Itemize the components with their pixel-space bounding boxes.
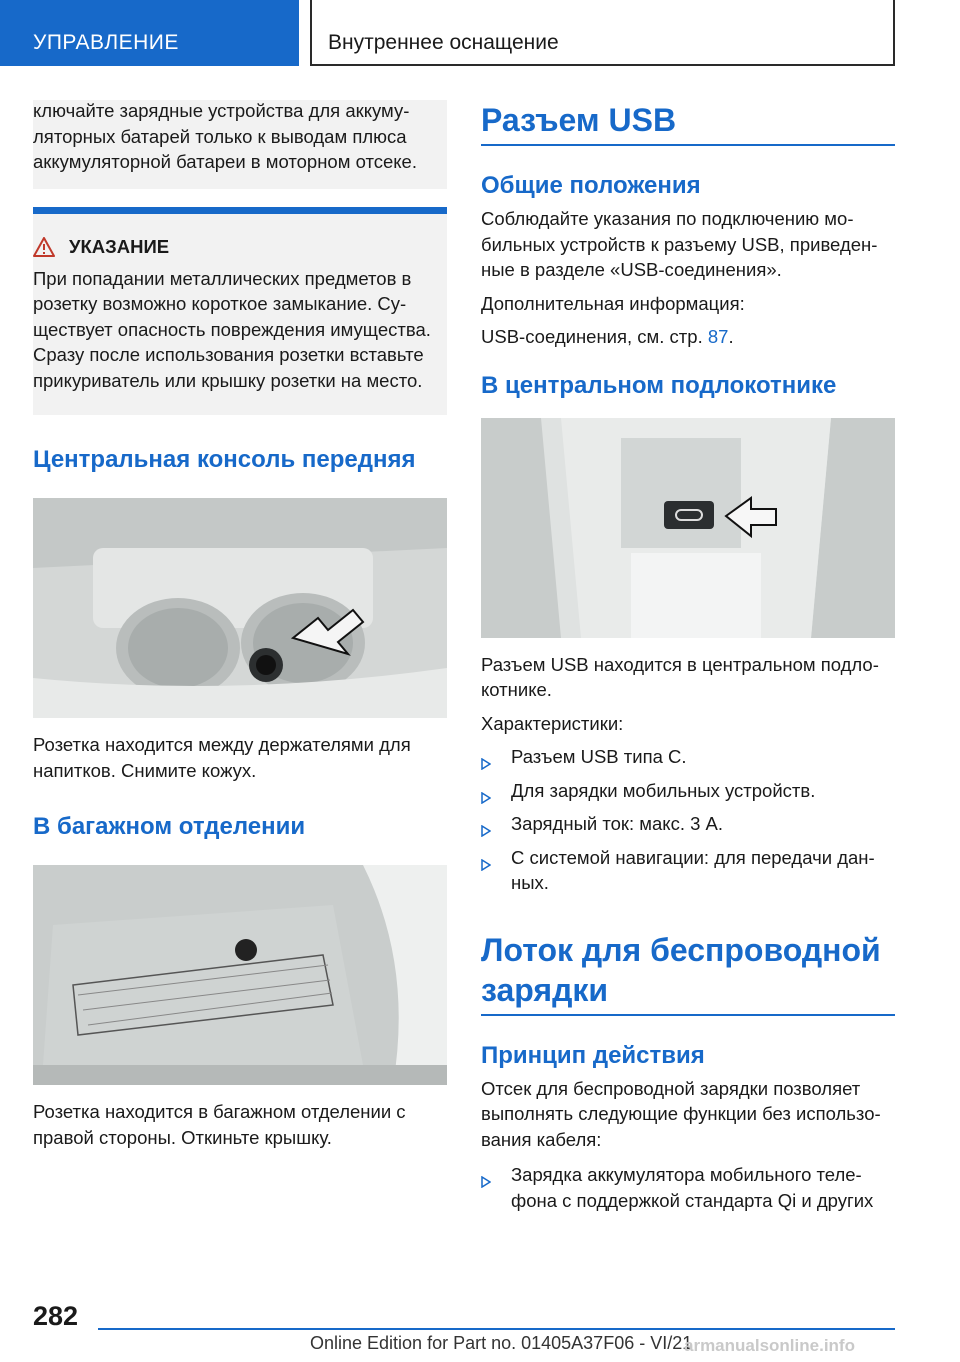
general-text: Соблюдайте указания по подключению мобильных устройств к разъему USB, приведенные в разделе «USB-соединения». <box>481 208 878 280</box>
reference-text: USB-соединения, см. стр. <box>481 326 708 347</box>
list-item <box>481 778 895 804</box>
continued-note-box <box>33 100 447 189</box>
triangle-bullet-icon <box>481 785 491 811</box>
armrest-illustration <box>481 418 895 638</box>
footer-divider <box>98 1328 895 1330</box>
trunk-photo <box>33 865 447 1085</box>
trunk-illustration <box>33 865 447 1085</box>
armrest-photo <box>481 418 895 638</box>
front-console-text: Розетка находится между держателями для напитков. Снимите кожух. <box>33 734 411 781</box>
warning-triangle-icon <box>33 237 55 257</box>
notice-text: При попадании металлических предметов в розетку возможно короткое замыкание. Существует опасность повреждения имущества. Сразу после использования розетки вставьте прикуриватель или крышку розетки на место. <box>33 267 431 391</box>
wireless-section-title: Лоток для беспроводной зарядки <box>481 930 895 1016</box>
front-console-illustration <box>33 498 447 718</box>
trunk-text: Розетка находится в багажном отделении с правой стороны. Откиньте крышку. <box>33 1101 406 1148</box>
notice-box <box>33 207 447 416</box>
page-link[interactable]: 87 <box>707 326 729 347</box>
triangle-bullet-icon <box>481 1169 491 1195</box>
general-heading: Общие положения <box>481 172 701 199</box>
continued-note-text: ключайте зарядные устройства для аккумуляторных батарей только к выводам плюса аккумуляторной батареи в моторном отсеке. <box>33 100 417 172</box>
trunk-heading: В багажном отделении <box>33 813 306 840</box>
principle-heading: Принцип действия <box>481 1041 705 1069</box>
watermark: armanualsonline.info <box>684 1336 855 1355</box>
reference-suffix: . <box>728 326 734 347</box>
triangle-bullet-icon <box>481 751 491 777</box>
more-info-label: Дополнительная информация: <box>481 292 745 314</box>
usb-reference <box>481 324 895 350</box>
triangle-bullet-icon <box>481 852 491 878</box>
usb-section-title: Разъем USB <box>481 100 895 146</box>
page-number: 282 <box>33 1301 79 1331</box>
right-column <box>481 100 895 1221</box>
triangle-bullet-icon <box>481 818 491 844</box>
principle-item-text: Зарядка аккумулятора мобильного телефона с поддержкой стандарта Qi и других <box>511 1164 874 1211</box>
page-header <box>0 0 960 66</box>
list-item <box>481 744 895 770</box>
features-label: Характеристики: <box>481 712 624 734</box>
features-list <box>481 744 895 896</box>
front-console-photo <box>33 498 447 718</box>
chapter-title: Внутреннее оснащение <box>310 0 895 66</box>
notice-title: УКАЗАНИЕ <box>69 235 170 257</box>
edition-text: Online Edition for Part no. 01405A37F06 - VI/21 <box>310 1333 693 1353</box>
principle-list <box>481 1162 895 1213</box>
feature-text: С системой навигации: для передачи данных. <box>511 846 875 893</box>
notice-heading <box>33 236 447 258</box>
principle-text: Отсек для беспроводной зарядки позволяет выполнять следующие функции без использования кабеля: <box>481 1077 881 1150</box>
feature-text: Разъем USB типа C. <box>511 746 687 767</box>
section-tab: УПРАВЛЕНИЕ <box>0 0 299 66</box>
list-item <box>481 1162 895 1213</box>
list-item <box>481 845 895 896</box>
left-column <box>33 100 447 1150</box>
feature-text: Зарядный ток: макс. 3 A. <box>511 813 724 834</box>
list-item <box>481 811 895 837</box>
feature-text: Для зарядки мобильных устройств. <box>511 779 816 801</box>
armrest-text: Разъем USB находится в центральном подлокотнике. <box>481 653 879 700</box>
armrest-heading: В центральном подлокотнике <box>481 371 837 399</box>
front-console-heading: Центральная консоль передняя <box>33 446 416 473</box>
